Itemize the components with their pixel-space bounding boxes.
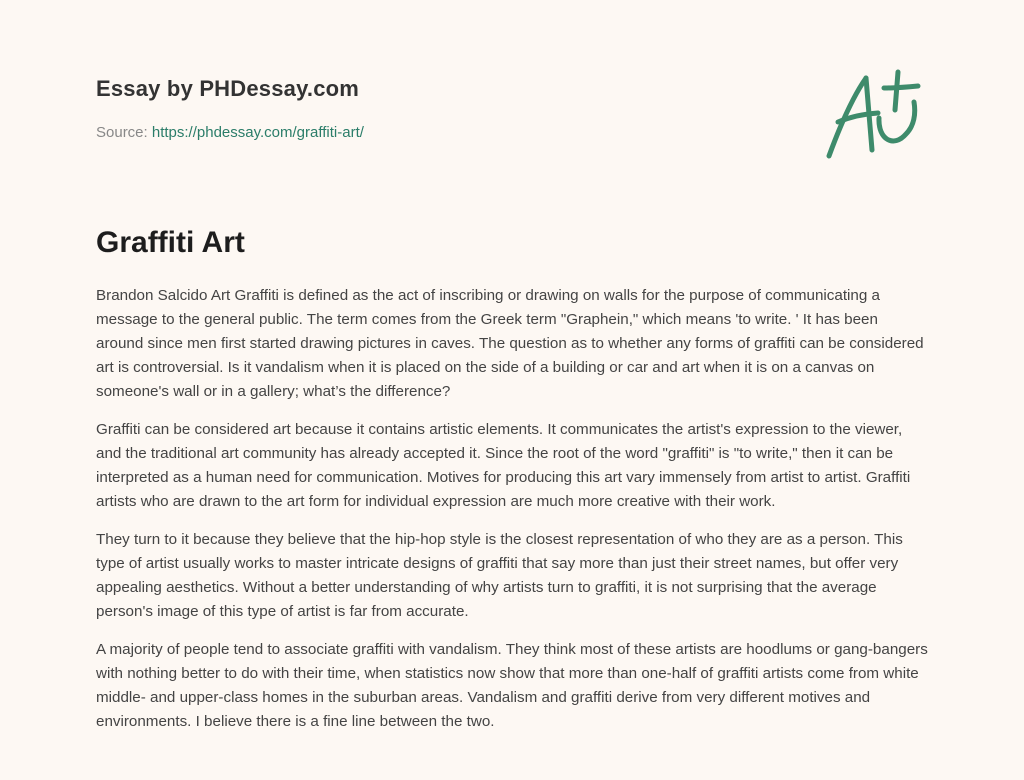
source-link[interactable]: https://phdessay.com/graffiti-art/ xyxy=(151,124,364,141)
brand-title: Essay by PHDessay.com xyxy=(96,76,360,101)
essay-paragraph: Graffiti can be considered art because it contains artistic elements. It communicates the artist's expression to the viewer, and the traditional art community has already accepted it. Since the root of the word "graffiti" is "to write," then it can be interpreted as a human need for communication. Motives for producing this art vary immensely from artist to artist. Graffiti artists who are drawn to the art form for individual expression are much more creative with their work. xyxy=(96,421,911,510)
essay-paragraph: Brandon Salcido Art Graffiti is defined as the act of inscribing or drawing on walls for the purpose of communicating a message to the general public. The term comes from the Greek term "Graphein," which means 'to write. ' It has been around since men first started drawing pictures in caves. The question as to whether any forms of graffiti can be considered art is controversial. Is it vandalism when it is placed on the side of a building or car and art when it is on a canvas on someone's wall or in a gallery; what’s the difference? xyxy=(96,287,924,400)
a-plus-logo-icon xyxy=(824,68,928,164)
essay-paragraph: They turn to it because they believe that the hip-hop style is the closest representation of who they are as a person. This type of artist usually works to master intricate designs of graffiti that say more than just their street names, but offer very appealing aesthetics. Without a better understanding of why artists turn to graffiti, it is not surprising that the average person's image of this type of artist is far from accurate. xyxy=(96,531,903,620)
essay-paragraph: A majority of people tend to associate graffiti with vandalism. They think most of these artists are hoodlums or gang-bangers with nothing better to do with their time, when statistics now show that more than one-half of graffiti artists come from white middle- and upper-class homes in the suburban areas. Vandalism and graffiti derive from very different motives and environments. I believe there is a fine line between the two. xyxy=(96,641,928,730)
page-title: Graffiti Art xyxy=(96,226,245,259)
page-header xyxy=(96,0,928,180)
source-label: Source: xyxy=(96,124,148,141)
source-line xyxy=(96,124,364,141)
essay-body xyxy=(96,284,928,748)
